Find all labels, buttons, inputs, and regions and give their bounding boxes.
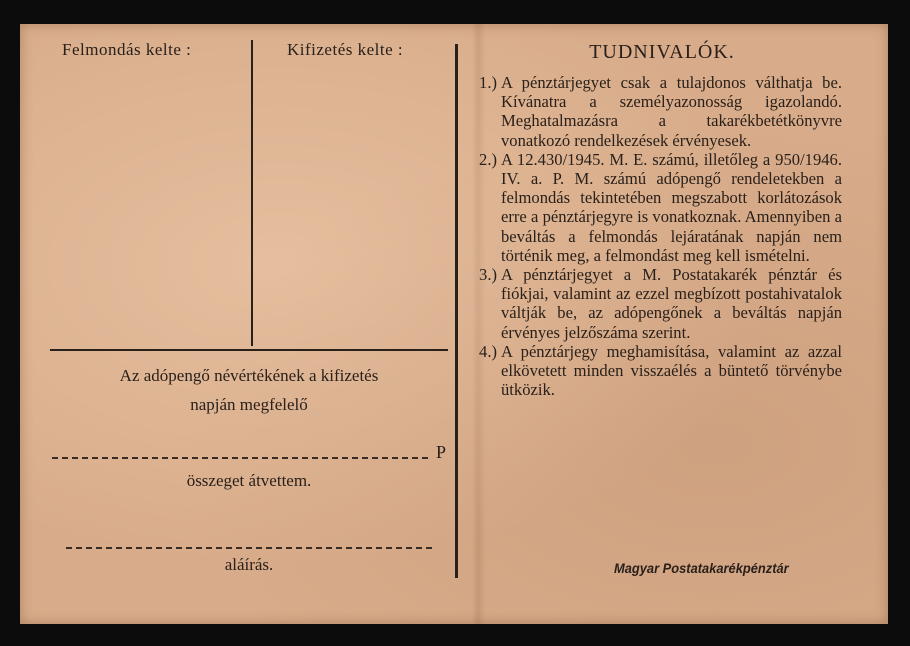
nominal-value-line-1: Az adópengő névértékének a kifizetés [119,366,379,385]
signature-dotted-line [66,547,432,549]
center-divider [455,44,458,578]
note-number: 2.) [479,149,497,169]
note-item [462,265,842,342]
received-amount-label: összeget átvettem. [186,471,312,490]
note-number: 3.) [479,265,497,285]
note-item [462,73,842,150]
note-item [462,342,842,400]
notes-title: TUDNIVALÓK. [589,41,735,63]
issuer-signature: Magyar Postatakarékpénztár [614,560,789,576]
cancel-date-label: Felmondás kelte : [62,40,192,59]
note-text: A pénztárjegyet a M. Postatakarék pénztár és fiókjai, valamint az ezzel megbízott postahivatalok váltják be, az adópengőnek a beváltás napján érvényes jelzőszáma szerint. [501,265,842,342]
notes-list [462,73,842,399]
left-section-rule [50,349,448,351]
note-number: 1.) [479,73,497,92]
note-text: A 12.430/1945. M. E. számú, illetőleg a 950/1946. IV. a. P. M. számú adópengő rendeletekben a felmondás tekintetében megszabott korlátozások erre a pénztárjegyre is vonatkoznak. Amennyiben a beváltás a felmondás lejáratának napján nem történik meg, a felmondást meg kell ismételni. [501,149,842,265]
payment-date-label: Kifizetés kelte : [287,40,404,59]
note-text: A pénztárjegyet csak a tulajdonos válthatja be. Kívánatra a személyazonosság igazolandó. Meghatalmazásra a takarékbetétkönyvre vonatkozó rendelkezések érvényesek. [501,73,842,150]
currency-mark: P [436,442,447,462]
date-column-divider [251,40,253,346]
nominal-value-line-2: napján megfelelő [190,395,308,414]
note-number: 4.) [479,341,497,361]
note-item [462,150,842,265]
amount-dotted-line [52,457,428,459]
signature-label: aláírás. [224,555,274,574]
note-text: A pénztárjegy meghamisítása, valamint az azzal elkövetett minden visszaélés a büntető törvénybe ütközik. [501,341,842,400]
